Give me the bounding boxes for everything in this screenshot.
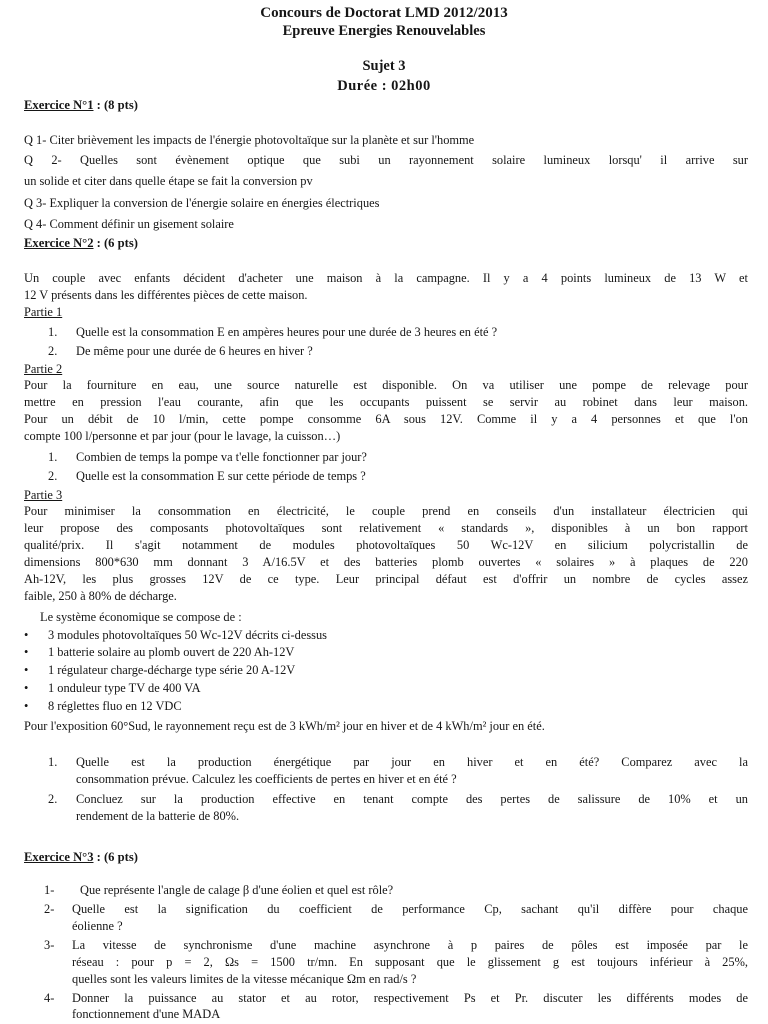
ex1-question-4: Q 4- Comment définir un gisement solaire [24, 217, 234, 231]
ex2-p3-line-4: dimensions 800*630 mm donnant 3 A/16.5V et des batteries plomb ouvertes « solaires » à plaques de 220 [24, 555, 748, 569]
ex3-question-2-line-1: Quelle est la signification du coefficient de performance Cp, sachant qu'il diffère pour chaque [72, 902, 748, 916]
ex2-p3-question-2-line-2: rendement de la batterie de 80%. [76, 809, 240, 823]
exercise-3-label: Exercice N°3 [24, 850, 94, 864]
ex3-q1-number: 1- [44, 883, 55, 897]
ex2-p2-question-1: Combien de temps la pompe va t'elle fonctionner par jour? [76, 450, 367, 464]
exam-title: Concours de Doctorat LMD 2012/2013 [260, 5, 508, 21]
ex2-p2-q1-number: 1. [48, 450, 58, 464]
ex3-q4-number: 4- [44, 991, 55, 1005]
subject-number: Sujet 3 [362, 58, 406, 74]
bullet-icon: • [24, 628, 29, 642]
ex2-p2-line-2: mettre en pression l'eau courante, afin que les occupants puissent se servir au robinet dans leur maison. [24, 395, 748, 409]
exercise-2-heading [24, 236, 138, 250]
ex2-p3-question-1-line-2: consommation prévue. Calculez les coefficients de pertes en hiver et en été ? [76, 772, 457, 786]
ex2-p3-q1-number: 1. [48, 755, 58, 769]
bullet-icon: • [24, 663, 29, 677]
ex1-question-1: Q 1- Citer brièvement les impacts de l'énergie photovoltaïque sur la planète et sur l'homme [24, 133, 475, 147]
ex3-question-4-line-2: fonctionnement d'une MADA [72, 1007, 221, 1021]
exercise-1-points: : (8 pts) [93, 98, 138, 112]
ex2-part-1-title: Partie 1 [24, 305, 63, 319]
component-item: 1 régulateur charge-décharge type série 20 A-12V [48, 663, 296, 677]
ex2-intro-line-2: 12 V présents dans les différentes pièces de cette maison. [24, 288, 308, 302]
ex3-q3-number: 3- [44, 938, 55, 952]
ex3-q2-number: 2- [44, 902, 55, 916]
ex2-p3-line-2: leur propose des composants photovoltaïques sont relativement « standards », disponibles à un bon rapport [24, 521, 748, 535]
exercise-2-points: : (6 pts) [93, 236, 138, 250]
ex1-question-2-line-2: un solide et citer dans quelle étape se fait la conversion pv [24, 174, 313, 188]
exercise-3-heading [24, 850, 138, 864]
component-item: 1 batterie solaire au plomb ouvert de 220 Ah-12V [48, 645, 295, 659]
exercise-1-heading [24, 98, 138, 112]
ex2-p2-line-3: Pour un débit de 10 l/min, cette pompe consomme 6A sous 12V. Comme il y a 4 personnes et que l'on [24, 412, 748, 426]
ex2-p2-line-4: compte 100 l/personne et par jour (pour le lavage, la cuisson…) [24, 429, 341, 443]
ex2-p1-q1-number: 1. [48, 325, 58, 339]
ex2-p3-question-1-line-1: Quelle est la production énergétique par jour en hiver et en été? Comparez avec la [76, 755, 748, 769]
ex2-part-3-title: Partie 3 [24, 488, 63, 502]
ex3-question-3-line-2: réseau : pour p = 2, Ωs = 1500 tr/mn. En supposant que le glissement g est toujours inférieur à 25%, [72, 955, 748, 969]
system-heading: Le système économique se compose de : [40, 610, 242, 624]
ex2-p3-line-6: faible, 250 à 80% de décharge. [24, 589, 177, 603]
component-item: 3 modules photovoltaïques 50 Wc-12V décrits ci-dessus [48, 628, 327, 642]
ex1-question-3: Q 3- Expliquer la conversion de l'énergie solaire en énergies électriques [24, 196, 380, 210]
bullet-icon: • [24, 645, 29, 659]
ex1-question-2-line-1: Q 2- Quelles sont évènement optique que subi un rayonnement solaire lumineux lorsqu' il arrive sur [24, 153, 748, 167]
exam-duration: Durée : 02h00 [337, 78, 431, 94]
ex2-p2-q2-number: 2. [48, 469, 58, 483]
ex2-p3-line-1: Pour minimiser la consommation en électricité, le couple prend en conseils d'un installateur électricien qui [24, 504, 748, 518]
ex2-intro-line-1: Un couple avec enfants décident d'acheter une maison à la campagne. Il y a 4 points lumineux de 13 W et [24, 271, 748, 285]
bullet-icon: • [24, 699, 29, 713]
ex2-p3-question-2-line-1: Concluez sur la production effective en tenant compte des pertes de salissure de 10% et un [76, 792, 748, 806]
ex2-p3-q2-number: 2. [48, 792, 58, 806]
ex2-p1-question-1: Quelle est la consommation E en ampères heures pour une durée de 3 heures en été ? [76, 325, 498, 339]
ex2-p2-line-1: Pour la fourniture en eau, une source naturelle est disponible. On va utiliser une pompe de relevage pour [24, 378, 748, 392]
ex2-p1-question-2: De même pour une durée de 6 heures en hiver ? [76, 344, 313, 358]
bullet-icon: • [24, 681, 29, 695]
ex2-p3-line-5: Ah-12V, les plus grosses 12V de ce type. Leur principal défaut est d'offrir un nombre de cycles assez [24, 572, 748, 586]
ex3-question-2-line-2: éolienne ? [72, 919, 123, 933]
ex3-question-1: Que représente l'angle de calage β d'une éolien et quel est rôle? [80, 883, 394, 897]
ex2-p3-line-3: qualité/prix. Il s'agit notamment de modules photovoltaïques 50 Wc-12V en silicium polycristallin de [24, 538, 748, 552]
ex3-question-3-line-3: quelles sont les valeurs limites de la vitesse mécanique Ωm en rad/s ? [72, 972, 417, 986]
ex2-p2-question-2: Quelle est la consommation E sur cette période de temps ? [76, 469, 366, 483]
exercise-1-label: Exercice N°1 [24, 98, 94, 112]
exam-subtitle: Epreuve Energies Renouvelables [282, 23, 486, 39]
exercise-2-label: Exercice N°2 [24, 236, 94, 250]
exposure-statement: Pour l'exposition 60°Sud, le rayonnement reçu est de 3 kWh/m² jour en hiver et de 4 kWh/m² jour en été. [24, 719, 545, 733]
exercise-3-points: : (6 pts) [93, 850, 138, 864]
component-item: 1 onduleur type TV de 400 VA [48, 681, 201, 695]
component-item: 8 réglettes fluo en 12 VDC [48, 699, 182, 713]
ex2-part-2-title: Partie 2 [24, 362, 63, 376]
ex3-question-3-line-1: La vitesse de synchronisme d'une machine asynchrone à p paires de pôles est imposée par le [72, 938, 748, 952]
ex2-p1-q2-number: 2. [48, 344, 58, 358]
ex3-question-4-line-1: Donner la puissance au stator et au rotor, respectivement Ps et Pr. discuter les différents modes de [72, 991, 748, 1005]
